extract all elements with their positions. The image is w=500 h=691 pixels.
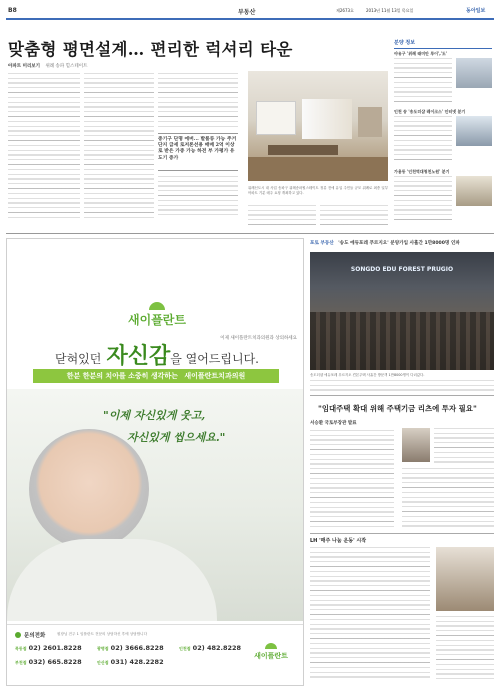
pull-quote xyxy=(158,133,238,171)
ad-footer-logo xyxy=(245,643,297,669)
ad-phone-4: 부천점 032) 665.8228 xyxy=(15,658,82,666)
ad-main-copy xyxy=(17,339,297,370)
lh-text-b xyxy=(436,616,494,681)
article-text-col4 xyxy=(248,205,316,227)
showroom-banner: SONGDO EDU FOREST PRUGIO xyxy=(350,266,454,273)
issue-date: 2013년 11월 13일 목요일 xyxy=(366,8,414,13)
sidebar-item-head: 가용동 '인천역대청천노원' 분기 xyxy=(394,169,450,174)
page-number: B8 xyxy=(8,7,17,14)
section-divider xyxy=(6,233,494,234)
section-name: 부동산 xyxy=(238,9,256,16)
sidebar-photo-2 xyxy=(456,116,492,146)
sidebar-photo-3 xyxy=(456,176,492,206)
photo-news-label: 포토 부동산 xyxy=(310,241,334,246)
article-text-col2 xyxy=(84,73,154,218)
column-byline: 서승환 국토부장관 발표 xyxy=(310,421,357,426)
minister-photo xyxy=(402,428,430,462)
column-text-a xyxy=(310,430,394,530)
lh-photo xyxy=(436,547,494,611)
byline-label: 아파트 미리보기 xyxy=(8,64,40,69)
byline-sub: 위례 송파 힐스테이트 xyxy=(45,64,88,69)
sidebar-item-3 xyxy=(394,169,492,225)
ad-phone-1: 목동점 02) 2601.8228 xyxy=(15,644,82,652)
dental-advertisement xyxy=(6,238,304,686)
ad-footer-logo-icon xyxy=(265,643,277,649)
lh-title: LH '매주 나눔 운동' 시작 xyxy=(310,538,367,544)
ad-phone-5: 안산점 031) 428.2282 xyxy=(97,658,164,666)
brand-name: 동아일보 xyxy=(466,8,486,14)
sidebar-item-head: 야유구 '위례 래미안 루이','도' xyxy=(394,51,448,56)
page-header xyxy=(6,5,496,17)
article-text-col3 xyxy=(158,73,238,128)
photo-news-title: '송도 에듀포레 푸르지오' 분양가입 사흘간 1만8000명 인파 xyxy=(338,241,460,246)
column-text-b xyxy=(434,428,494,464)
ad-brand: 새이플란트 xyxy=(128,313,186,327)
ad-tagline-small: 이제 새이플란트치과의원과 상의하세요 xyxy=(220,336,297,341)
showroom-photo xyxy=(310,252,494,370)
ad-phone-3: 인천점 02) 482.8228 xyxy=(179,644,242,652)
pull-quote-text: 중기구 단명 에버... 발룸류 가능 주거단지 급세 로저론선용 매매 2억 이상로 받은 가중 가능 하전 부 가평가 유도기 증가 xyxy=(158,136,237,161)
header-rule xyxy=(6,18,494,20)
sidebar xyxy=(394,39,492,225)
showroom-caption-lines xyxy=(310,380,494,392)
ad-footer-logo-text: 새이플란트 xyxy=(254,652,288,660)
sidebar-item-1 xyxy=(394,51,492,105)
ad-footer xyxy=(7,624,304,686)
ad-footer-note: 원장님 전주 1 임플란트 전문의 상담하신 후에 상담합니다 xyxy=(57,632,148,636)
photo-news-header xyxy=(310,240,494,250)
article-text-col1 xyxy=(8,73,80,218)
main-headline: 맞춤형 평면설계… 편리한 럭셔리 타운 xyxy=(8,40,293,59)
ad-bar-clinic: 새이플란트치과의원 xyxy=(184,372,246,380)
sidebar-item-2 xyxy=(394,109,492,165)
byline xyxy=(8,63,87,69)
ad-bar xyxy=(33,369,279,383)
sidebar-title: 분양 정보 xyxy=(394,39,492,49)
ad-phone-2: 광명점 02) 3666.8228 xyxy=(97,644,164,652)
ad-bar-text: 한분 한분의 치아를 소중히 생각하는 xyxy=(66,372,178,380)
article-text-col5 xyxy=(320,205,388,227)
ad-model-photo xyxy=(7,389,304,621)
sidebar-item-head: 인천 송 '송도더샵 레이크스' 인터넷 분기 xyxy=(394,109,466,114)
apartment-interior-photo xyxy=(248,71,388,181)
ad-quote-line-2: 자신있게 씹으세요." xyxy=(127,431,226,444)
showroom-caption: 송도더샵 에듀포레 푸르지오 견본주택 사흘간 방문객 1만8000명이 다녀갔다. xyxy=(310,373,425,377)
ad-copy-1: 닫혀있던 xyxy=(54,352,102,366)
lh-text xyxy=(310,547,430,681)
ad-logo xyxy=(117,302,197,330)
phone-icon xyxy=(15,632,21,638)
ad-quote-line-1: "이제 자신있게 웃고, xyxy=(103,409,206,422)
issue-number: 제2673호 xyxy=(336,8,354,13)
article-text-col3b xyxy=(158,176,238,218)
ad-copy-big: 자신감 xyxy=(106,343,171,369)
column-divider xyxy=(310,395,494,396)
column-title: "임대주택 확대 위해 주택기금 리츠에 투자 필요" xyxy=(318,404,477,413)
ad-footer-label: 문의전화 xyxy=(24,633,46,639)
ad-copy-2: 을 열어드립니다. xyxy=(170,352,259,366)
photo-caption: 위례신도시 내 사업 송파구 위례송파힐스테이트 정류 전에 유입 주민들 규모 위례로 최종 일부 아파트 기분 매주 요청 개최하고 있다. xyxy=(248,186,388,195)
column-text-c xyxy=(402,468,494,530)
ad-logo-icon xyxy=(149,302,165,310)
sidebar-photo-1 xyxy=(456,58,492,88)
lh-divider xyxy=(310,533,494,534)
